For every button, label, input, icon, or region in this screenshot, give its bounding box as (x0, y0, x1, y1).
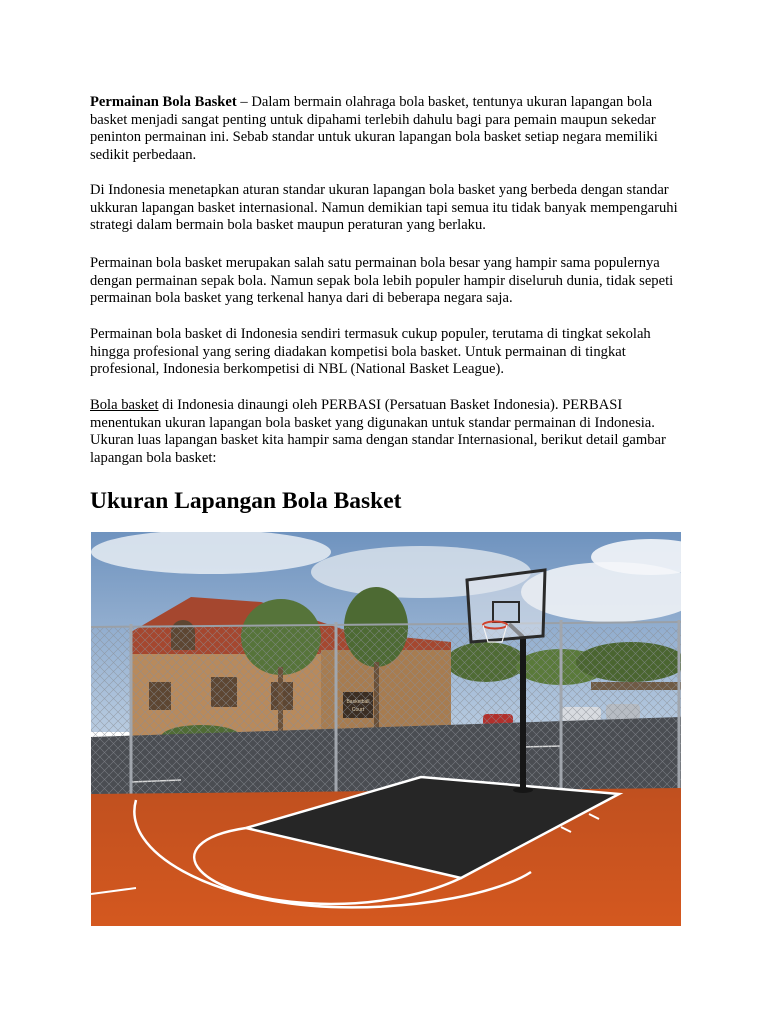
paragraph-intro (90, 94, 690, 164)
paragraph-indonesia-popularity: Permainan bola basket di Indonesia sendiri termasuk cukup populer, terutama di tingkat sekolah hingga profesional yang sering diadakan kompetisi bola basket. Untuk permainan di tingkat profesional, Indonesia berkompetisi di NBL (National Basket League). (90, 326, 651, 378)
intro-text: – Dalam bermain olahraga bola basket, tentunya ukuran lapangan bola basket menjadi sangat penting untuk dipahami terlebih dahulu bagi para pemain maupun sekedar peninton permainan ini. Sebab standar untuk ukuran lapangan bola basket setiap negara memiliki sedikit perbedaan. (90, 94, 658, 163)
court-photo-svg (91, 532, 681, 926)
chain-link-fence (91, 627, 681, 802)
paragraph-perbasi (90, 397, 690, 467)
paragraph-indonesia-standard: Di Indonesia menetapkan aturan standar ukuran lapangan bola basket yang berbeda dengan standar ukkuran lapangan basket internasional. Namun demikian tapi semua itu tidak banyak mempengaruhi strategi dalam bermain bola basket maupun peraturan yang berlaku. (90, 182, 678, 234)
basketball-court-photo (91, 532, 681, 926)
pole-base (513, 787, 533, 793)
bola-basket-link[interactable]: Bola basket (90, 397, 159, 413)
paragraph-popularity: Permainan bola basket merupakan salah satu permainan bola besar yang hampir sama populernya dengan permainan sepak bola. Namun sepak bola lebih populer hampir diseluruh dunia, tidak sepeti permainan bola basket yang terkenal hanya dari di beberapa negara saja. (90, 255, 674, 307)
perbasi-text: di Indonesia dinaungi oleh PERBASI (Persatuan Basket Indonesia). PERBASI menentukan ukuran lapangan bola basket yang digunakan untuk standar permainan di Indonesia. Ukuran luas lapangan basket kita hampir sama dengan standar Internasional, berikut detail gambar lapangan bola basket: (90, 397, 666, 466)
backboard (467, 570, 545, 642)
cloud (91, 532, 331, 574)
section-heading: Ukuran Lapangan Bola Basket (90, 488, 402, 514)
intro-bold-lead: Permainan Bola Basket (90, 94, 237, 110)
